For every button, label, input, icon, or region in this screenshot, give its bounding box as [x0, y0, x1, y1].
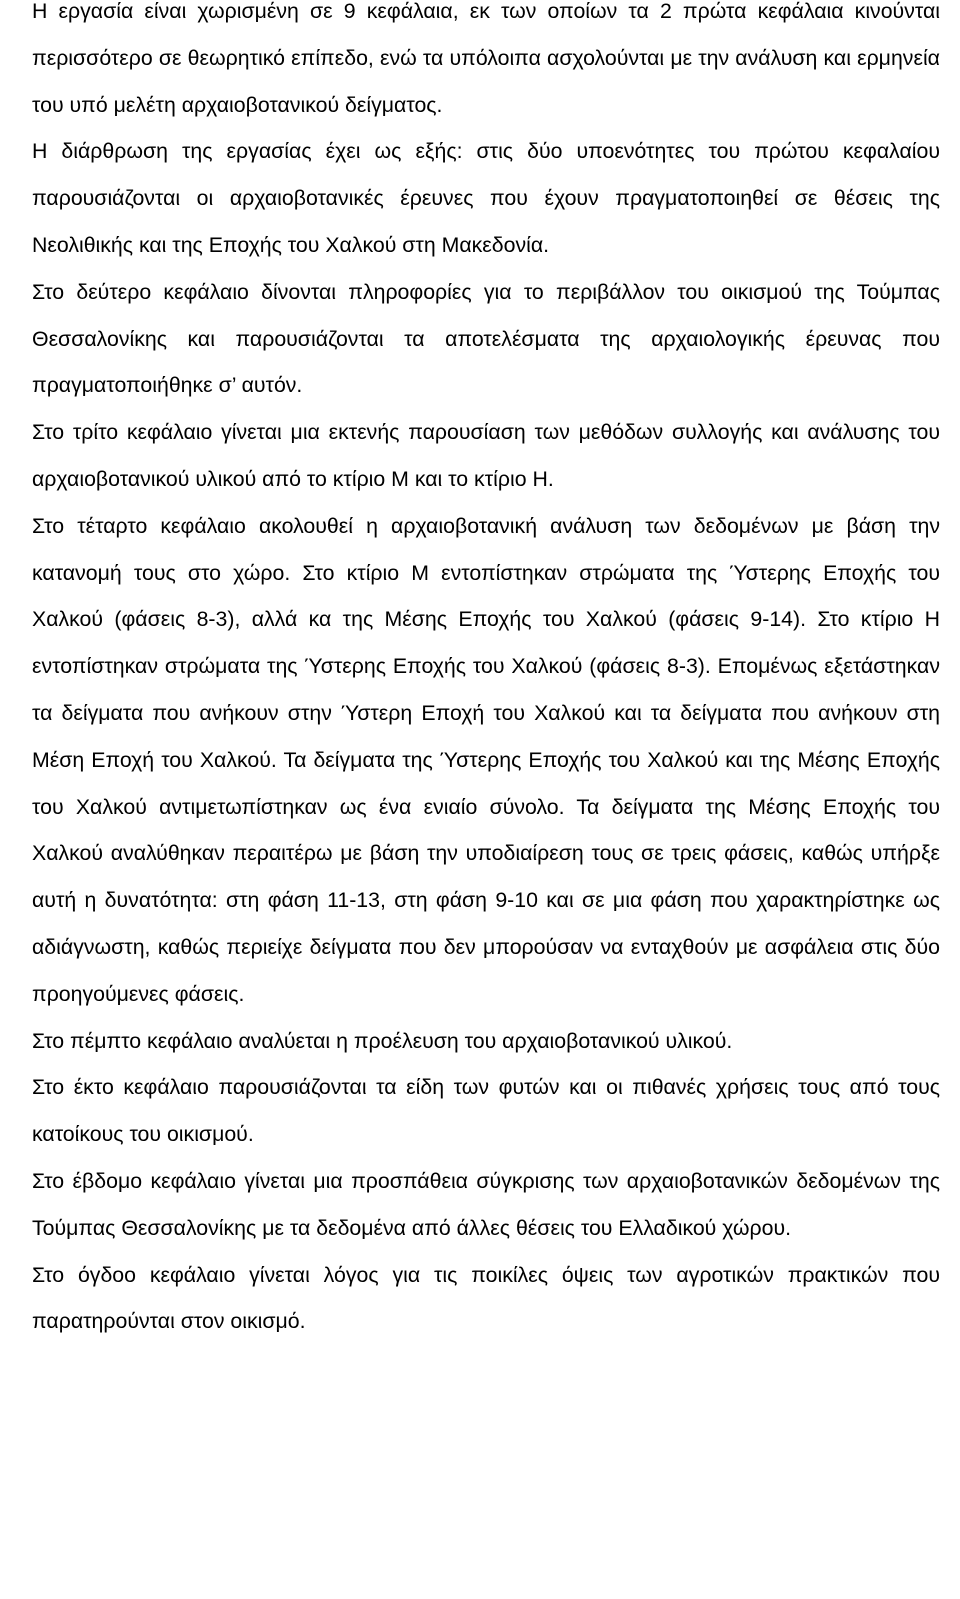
- paragraph-chapter-5: Στο πέμπτο κεφάλαιο αναλύεται η προέλευση του αρχαιοβοτανικού υλικού.: [32, 1028, 733, 1053]
- paragraph-chapter-8: Στο όγδοο κεφάλαιο γίνεται λόγος για τις ποικίλες όψεις των αγροτικών πρακτικών που παρατηρούνται στον οικισμό.: [32, 1262, 940, 1334]
- paragraph-chapter-2: Στο δεύτερο κεφάλαιο δίνονται πληροφορίες για το περιβάλλον του οικισμού της Τούμπας Θεσσαλονίκης και παρουσιάζονται τα αποτελέσματα της αρχαιολογικής έρευνας που πραγματοποιήθηκε σ’ αυτόν.: [32, 279, 940, 398]
- document-page: [32, 0, 940, 1345]
- paragraph-chapter-6: Στο έκτο κεφάλαιο παρουσιάζονται τα είδη των φυτών και οι πιθανές χρήσεις τους από τους κατοίκους του οικισμού.: [32, 1075, 940, 1147]
- paragraph-intro: Η εργασία είναι χωρισμένη σε 9 κεφάλαια, εκ των οποίων τα 2 πρώτα κεφάλαια κινούνται περισσότερο σε θεωρητικό επίπεδο, ενώ τα υπόλοιπα ασχολούνται με την ανάλυση και ερμηνεία του υπό μελέτη αρχαιοβοτανικού δείγματος.: [32, 0, 940, 117]
- paragraph-chapter-3: Στο τρίτο κεφάλαιο γίνεται μια εκτενής παρουσίαση των μεθόδων συλλογής και ανάλυσης του αρχαιοβοτανικού υλικού από το κτίριο Μ και το κτίριο Η.: [32, 420, 940, 491]
- paragraph-chapter-7: Στο έβδομο κεφάλαιο γίνεται μια προσπάθεια σύγκρισης των αρχαιοβοτανικών δεδομένων της Τούμπας Θεσσαλονίκης με τα δεδομένα από άλλες θέσεις του Ελλαδικού χώρου.: [32, 1168, 940, 1240]
- paragraph-structure: Η διάρθρωση της εργασίας έχει ως εξής: στις δύο υποενότητες του πρώτου κεφαλαίου παρουσιάζονται οι αρχαιοβοτανικές έρευνες που έχουν πραγματοποιηθεί σε θέσεις της Νεολιθικής και της Εποχής του Χαλκού στη Μακεδονία.: [32, 139, 940, 257]
- paragraph-chapter-4: Στο τέταρτο κεφάλαιο ακολουθεί η αρχαιοβοτανική ανάλυση των δεδομένων με βάση την κατανομή τους στο χώρο. Στο κτίριο Μ εντοπίστηκαν στρώματα της Ύστερης Εποχής του Χαλκού (φάσεις 8-3), αλλά κα της Μέσης Εποχής του Χαλκού (φάσεις 9-14). Στο κτίριο Η εντοπίστηκαν στρώματα της Ύστερης Εποχής του Χαλκού (φάσεις 8-3). Επομένως εξετάστηκαν τα δείγματα που ανήκουν στην Ύστερη Εποχή του Χαλκού και τα δείγματα που ανήκουν στη Μέση Εποχή του Χαλκού. Τα δείγματα της Ύστερης Εποχής του Χαλκού και της Μέσης Εποχής του Χαλκού αντιμετωπίστηκαν ως ένα ενιαίο σύνολο. Τα δείγματα της Μέσης Εποχής του Χαλκού αναλύθηκαν περαιτέρω με βάση την υποδιαίρεση τους σε τρεις φάσεις, καθώς υπήρξε αυτή η δυνατότητα: στη φάση 11-13, στη φάση 9-10 και σε μια φάση που χαρακτηρίστηκε ως αδιάγνωστη, καθώς περιείχε δείγματα που δεν μπορούσαν να ενταχθούν με ασφάλεια στις δύο προηγούμενες φάσεις.: [32, 513, 940, 1006]
